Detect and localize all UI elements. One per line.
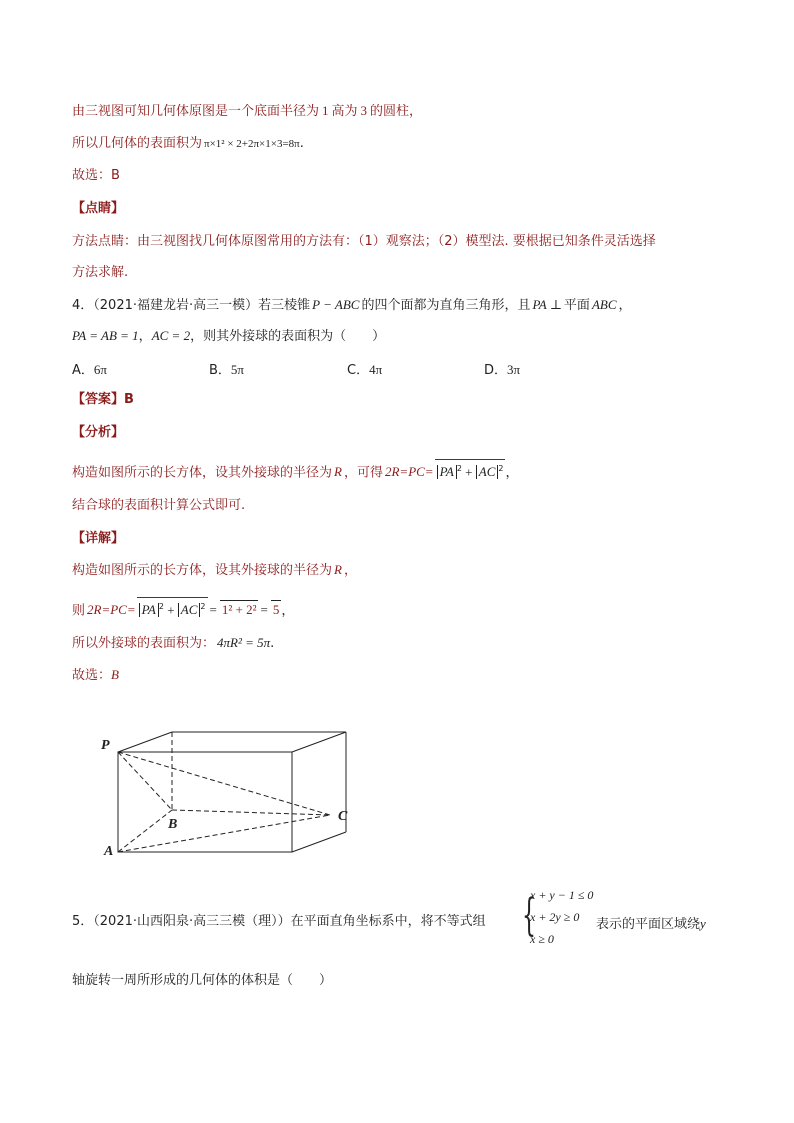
label-a: A (104, 844, 114, 859)
brace: { (522, 890, 536, 941)
text: ， (343, 563, 357, 578)
tip-line-2 (72, 264, 128, 282)
height-value: 3 (360, 103, 368, 118)
math: PA ⊥ (532, 297, 562, 312)
solution-line-1 (72, 102, 422, 121)
text: . (270, 636, 275, 651)
option-c (347, 359, 382, 378)
math: 4πR² = 5π (217, 635, 271, 650)
cuboid-figure (0, 700, 794, 900)
text: 方法求解. (72, 265, 129, 280)
option-b (209, 359, 244, 378)
section-tag-dianjing (72, 200, 124, 218)
detail-line-1 (72, 561, 357, 580)
text: ，可得 (343, 465, 383, 481)
label-p: P (101, 738, 110, 753)
text: ， (138, 329, 152, 344)
edge (292, 732, 346, 752)
text: 高为 (331, 104, 358, 119)
section-tag-xiangjie (72, 530, 124, 548)
detail-line-4 (72, 666, 119, 685)
text: 所以外接球的表面积为： (72, 636, 216, 651)
text: 轴旋转一周所形成的几何体的体积是（ ） (72, 973, 333, 988)
math: = (260, 602, 268, 618)
option-label: D． (484, 363, 508, 378)
inequality-2: x + 2y ≥ 0 (530, 910, 580, 924)
math: R (334, 562, 342, 577)
label-b: B (168, 817, 178, 832)
surface-area-formula: π×1² × 2+2π×1×3=8π (204, 138, 300, 150)
text: ， (618, 298, 632, 313)
text: 则 (72, 603, 86, 619)
math: AC = 2 (151, 328, 191, 343)
sqrt-expression: PA $^2$ + AC $^2$ (137, 597, 208, 620)
tip-line-1 (72, 233, 656, 251)
edge (118, 732, 172, 752)
math: P − ABC (312, 297, 360, 312)
text: 表示的平面区域绕 (596, 917, 701, 932)
hidden-edge (118, 810, 172, 852)
text: 在平面直角坐标系中，将不等式组 (290, 914, 486, 929)
hidden-edge-bc (172, 810, 330, 815)
q5-stem-line-1b (596, 913, 706, 932)
sqrt-expression: PA $^2$ + AC $^2$ (435, 459, 506, 482)
math: = (209, 602, 217, 618)
edge (292, 832, 346, 852)
text: ， (281, 603, 295, 619)
option-a (72, 359, 107, 378)
text: 故选： (72, 668, 112, 683)
text: 的圆柱， (370, 104, 423, 119)
math: PA = AB = 1 (72, 328, 139, 343)
text: 【点睛】 (72, 201, 125, 216)
text: 结合球的表面积计算公式即可. (72, 498, 246, 513)
math: AC (178, 603, 201, 617)
text: 平面 (563, 298, 590, 313)
label-c: C (338, 809, 348, 824)
option-d (484, 359, 520, 378)
inequality-1: x + y − 1 ≤ 0 (530, 888, 594, 902)
option-value: 6π (93, 362, 107, 377)
inequality-3: x ≥ 0 (530, 932, 554, 946)
text: 由三视图可知几何体原图是一个底面半径为 (72, 104, 320, 119)
segment-ac (118, 815, 330, 852)
question-source: （2021·山西阳泉·高三三模（理）） (93, 914, 291, 929)
question-number: 4． (72, 298, 94, 313)
detail-line-3 (72, 634, 274, 653)
text: ，则其外接球的表面积为（ ） (190, 329, 386, 344)
math: B (111, 667, 119, 682)
q5-stem-line-1 (72, 913, 486, 931)
sqrt-expression: 1² + 2² (221, 602, 257, 618)
text: 若三棱锥 (258, 298, 311, 313)
math: 2R=PC= (87, 602, 136, 618)
option-value: 4π (369, 362, 383, 377)
solution-line-2 (72, 135, 304, 153)
question-number: 5． (72, 914, 94, 929)
math: AC (476, 465, 499, 479)
text: 所以几何体的表面积为 (72, 136, 203, 151)
math: y (700, 916, 706, 931)
q4-stem-line-2 (72, 327, 385, 346)
q4-stem-line-1 (72, 296, 632, 315)
analysis-line-1 (72, 459, 518, 482)
choose-line (72, 167, 120, 185)
option-label: B． (209, 363, 231, 378)
detail-line-2 (72, 597, 294, 620)
text: 【答案】B (72, 392, 134, 407)
q5-stem-line-2 (72, 972, 332, 990)
math: R (334, 464, 342, 480)
math: PA (437, 465, 457, 479)
text: 【分析】 (72, 425, 125, 440)
radius-value: 1 (322, 103, 329, 118)
math: PA (139, 603, 159, 617)
segment-pc (118, 752, 330, 815)
text: . (299, 136, 304, 151)
text: 的四个面都为直角三角形，且 (361, 298, 531, 313)
option-value: 3π (507, 362, 521, 377)
text: 故选：B (72, 168, 120, 183)
math: 2R=PC= (384, 464, 434, 480)
text: ， (505, 465, 519, 481)
analysis-line-2 (72, 497, 245, 515)
option-label: C． (347, 363, 370, 378)
text: 方法点睛：由三视图找几何体原图常用的方法有：（1）观察法；（2）模型法. 要根据已知条件灵活选择 (72, 234, 656, 249)
segment-pb (118, 752, 172, 810)
option-value: 5π (230, 362, 244, 377)
answer-line (72, 391, 134, 409)
option-label: A． (72, 363, 94, 378)
text: 构造如图所示的长方体，设其外接球的半径为 (72, 563, 333, 578)
math: ABC (591, 297, 617, 312)
question-source: （2021·福建龙岩·高三一模） (93, 298, 259, 313)
section-tag-fenxi (72, 424, 124, 442)
text: 构造如图所示的长方体，设其外接球的半径为 (72, 465, 333, 481)
sqrt-expression: 5 (272, 602, 280, 618)
text: 【详解】 (72, 531, 125, 546)
